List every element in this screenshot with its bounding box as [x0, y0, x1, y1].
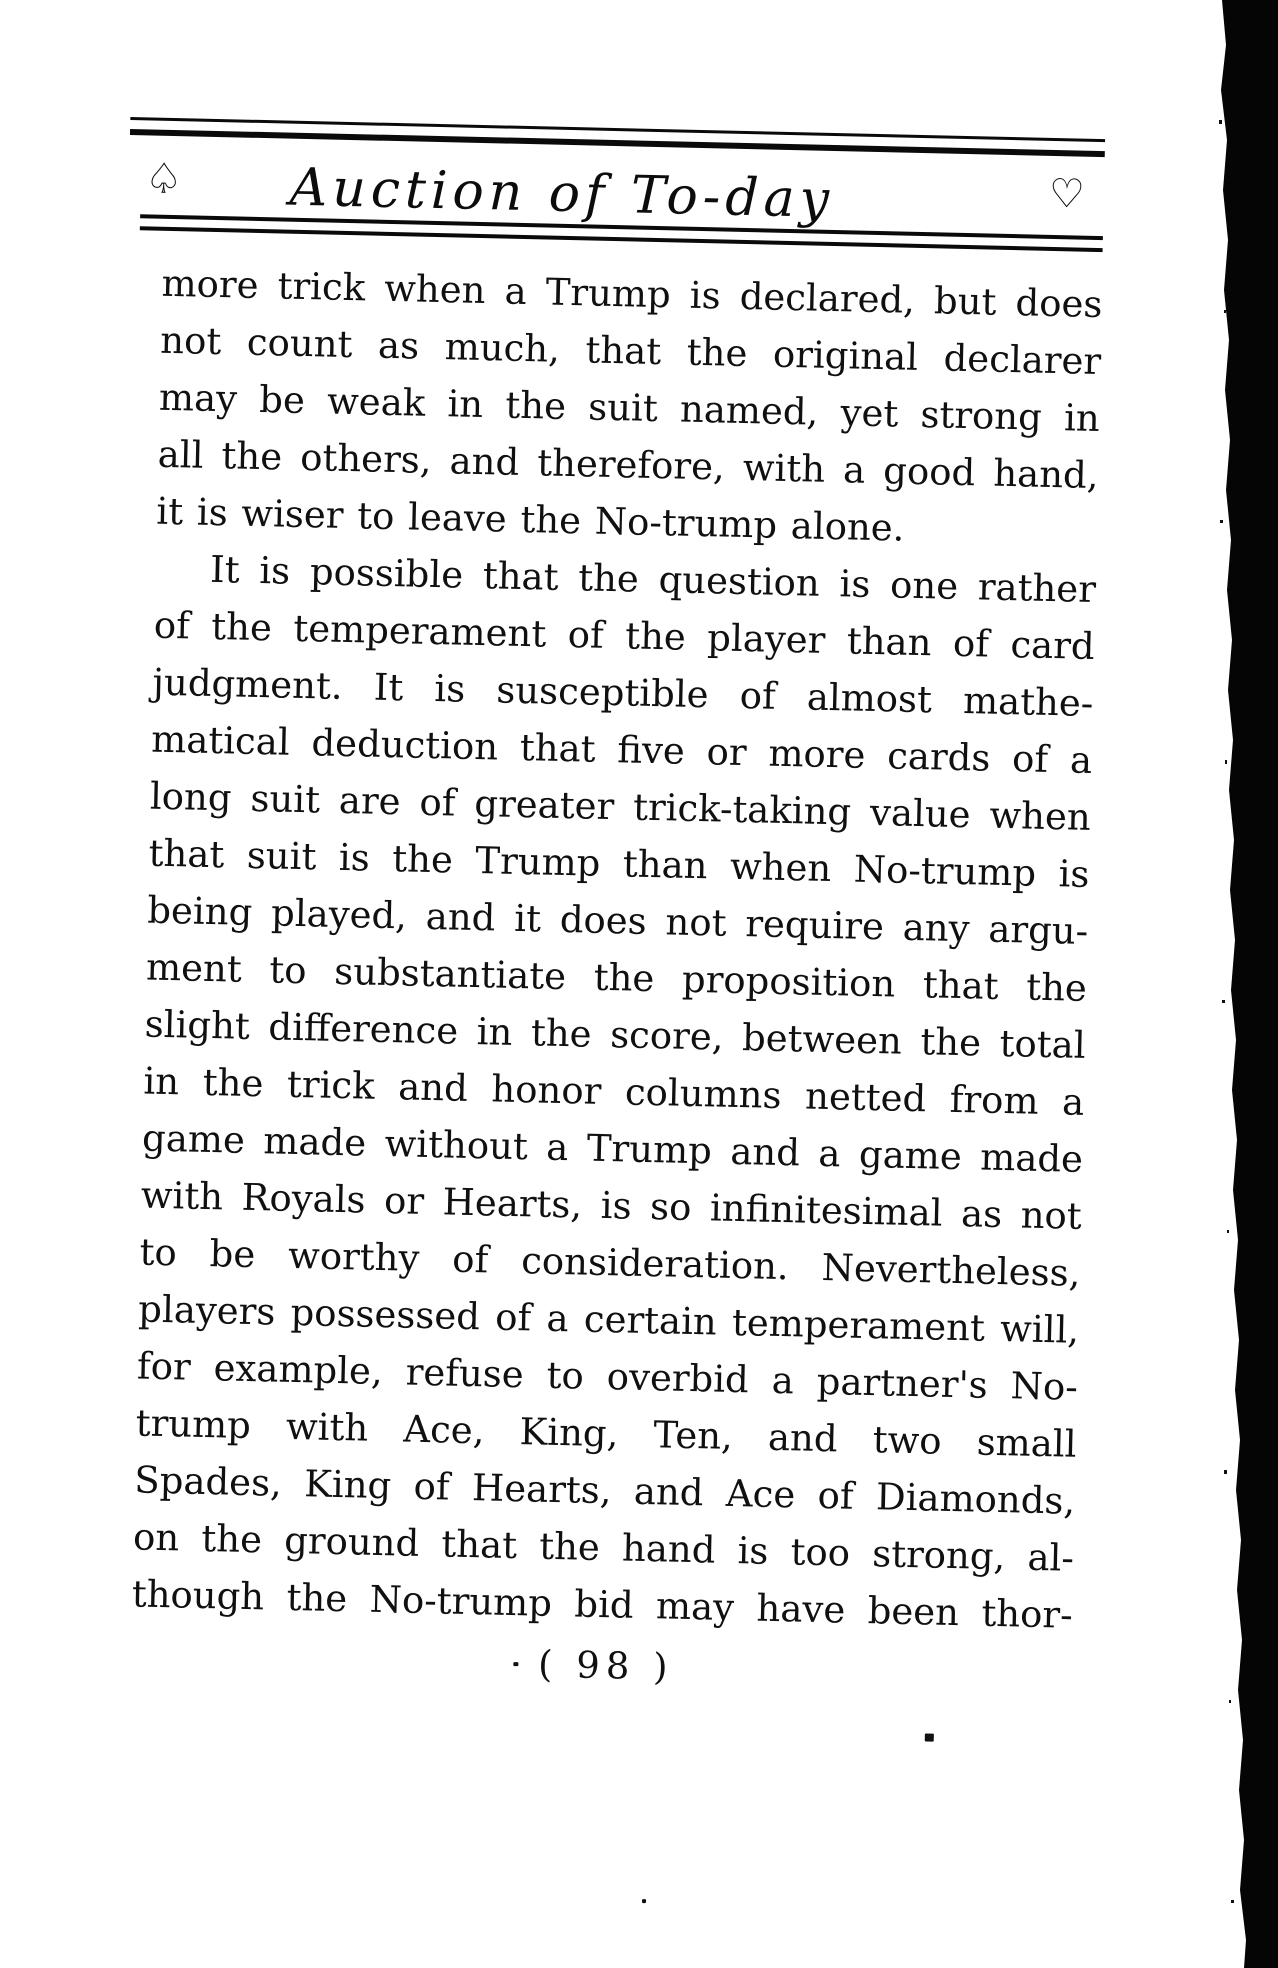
header-rule-top-thick — [130, 129, 1105, 157]
text-line: that suit is the Trump than when No-trump is — [148, 831, 1090, 896]
text-line: Spades, King of Hearts, and Ace of Diamonds, — [133, 1458, 1076, 1523]
text-line: may be weak in the suit named, yet strong in — [158, 375, 1101, 441]
text-line: to be worthy of consideration. Nevertheless, — [139, 1230, 1081, 1295]
text-line: slight difference in the score, between the total — [144, 1002, 1087, 1067]
text-line: ment to substantiate the proposition that the — [145, 945, 1088, 1010]
heart-icon: ♡ — [1048, 170, 1086, 218]
text-line: all the others, and therefore, with a good hand, — [157, 432, 1099, 498]
text-line: of the temperament of the player than of card — [153, 603, 1096, 668]
text-line: on the ground that the hand is too strong, al- — [132, 1515, 1075, 1580]
text-line: with Royals or Hearts, is so infinitesimal as not — [140, 1173, 1083, 1238]
text-line: It is possible that the question is one rather — [209, 547, 1097, 612]
text-line: trump with Ace, King, Ten, and two small — [135, 1401, 1077, 1466]
page-header — [0, 0, 1160, 230]
page-number: ( 98 ) — [537, 1642, 675, 1689]
text-line: game made without a Trump and a game made — [141, 1116, 1084, 1181]
text-line: more trick when a Trump is declared, but does — [161, 261, 1103, 327]
text-line: for example, refuse to overbid a partner's No- — [136, 1344, 1079, 1409]
text-line: long suit are of greater trick-taking value when — [149, 774, 1092, 839]
spade-icon: ♤ — [144, 153, 184, 204]
text-line: not count as much, that the original declarer — [159, 318, 1102, 384]
text-line: judgment. It is susceptible of almost mathe- — [152, 660, 1094, 725]
text-line: being played, and it does not require any argu- — [146, 888, 1089, 953]
header-rule-bottom-thick — [140, 226, 1103, 252]
text-line: though the No-trump bid may have been thor- — [131, 1572, 1074, 1637]
text-line: players possessed of a certain temperament will, — [137, 1287, 1080, 1352]
body-text — [131, 255, 1103, 1644]
ink-speck — [925, 1733, 934, 1741]
text-line: it is wiser to leave the No-trump alone. — [155, 489, 905, 550]
text-line: in the trick and honor columns netted from a — [143, 1059, 1085, 1124]
ink-speck — [513, 1662, 518, 1666]
page-edge-shadow — [1218, 0, 1278, 1968]
page-title: Auction of To-day — [289, 157, 835, 230]
ink-speck — [642, 1899, 646, 1903]
text-line: matical deduction that five or more cards of a — [150, 717, 1093, 782]
